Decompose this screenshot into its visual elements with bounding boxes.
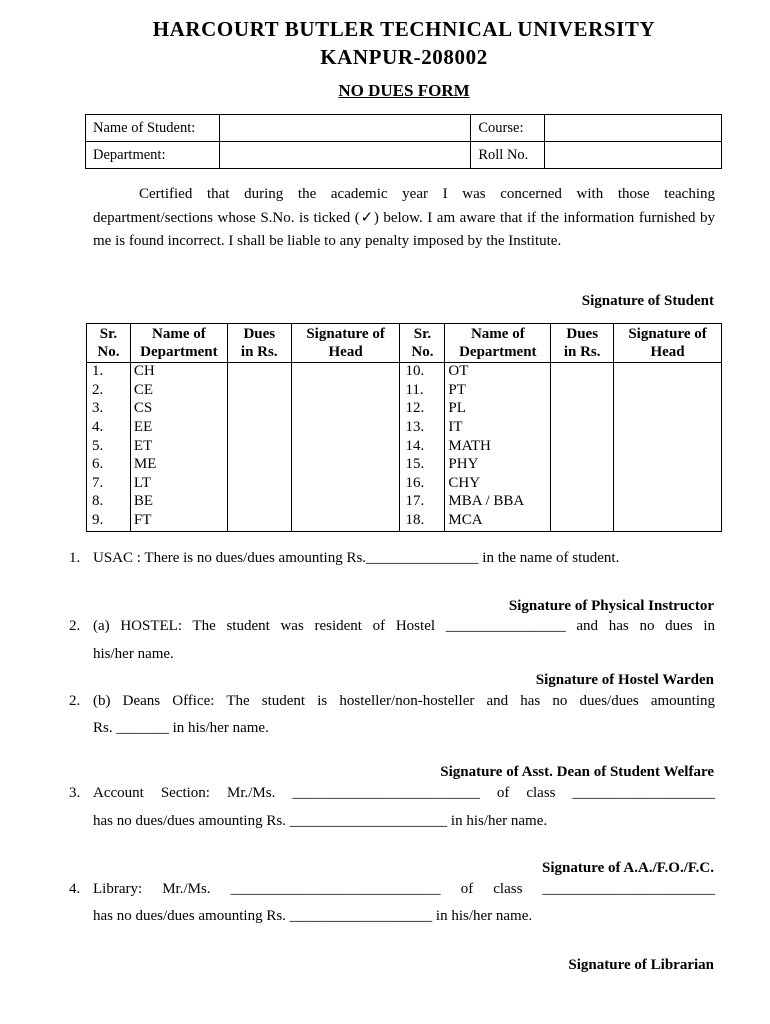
row-number: 17. <box>400 493 445 512</box>
row-number: 11. <box>400 382 445 401</box>
dues-cell[interactable] <box>551 363 614 382</box>
row-number: 15. <box>400 456 445 475</box>
certification-text: Certified that during the academic year I was concerned with those teaching department/sections whose S.No. is ticked (✓) below. I am aware that if the information furnished by me is found incorrect. I shall be liable to any penalty imposed by the Institute. <box>93 186 715 249</box>
department-name: PL <box>445 400 551 419</box>
signature-cell[interactable] <box>291 363 400 382</box>
dues-cell[interactable] <box>227 512 291 531</box>
row-number: 18. <box>400 512 445 531</box>
row-number: 9. <box>87 512 131 531</box>
row-number: 16. <box>400 475 445 494</box>
department-name: EE <box>130 419 227 438</box>
header-sr-no: Sr. No. <box>400 324 445 363</box>
row-number: 5. <box>87 438 131 457</box>
dues-cell[interactable] <box>551 456 614 475</box>
header-dues: Dues in Rs. <box>227 324 291 363</box>
signature-cell[interactable] <box>291 382 400 401</box>
dues-cell[interactable] <box>551 382 614 401</box>
roll-no-field[interactable] <box>545 142 722 169</box>
row-number: 6. <box>87 456 131 475</box>
table-row <box>87 493 722 512</box>
signature-cell[interactable] <box>614 475 722 494</box>
row-number: 1. <box>87 363 131 382</box>
header-signature: Signature of Head <box>291 324 400 363</box>
physical-instructor-signature: Signature of Physical Instructor <box>508 598 714 614</box>
roll-no-label: Roll No. <box>471 142 545 169</box>
row-number: 10. <box>400 363 445 382</box>
library-text-line1: Library: Mr./Ms. ____________________________ of class _______________________ <box>93 881 715 897</box>
table-row <box>87 363 722 382</box>
signature-cell[interactable] <box>291 512 400 531</box>
student-signature: Signature of Student <box>581 293 714 309</box>
dues-cell[interactable] <box>551 438 614 457</box>
signature-cell[interactable] <box>291 493 400 512</box>
row-number: 12. <box>400 400 445 419</box>
signature-cell[interactable] <box>291 475 400 494</box>
department-dues-table <box>86 323 722 532</box>
hostel-warden-signature: Signature of Hostel Warden <box>535 672 714 688</box>
department-name: ME <box>130 456 227 475</box>
hostel-text-line1: (a) HOSTEL: The student was resident of Hostel ________________ and has no dues in <box>93 618 715 634</box>
dues-cell[interactable] <box>551 512 614 531</box>
librarian-signature: Signature of Librarian <box>568 957 714 973</box>
row-number: 2. <box>87 382 131 401</box>
signature-cell[interactable] <box>614 400 722 419</box>
department-name: ET <box>130 438 227 457</box>
signature-cell[interactable] <box>291 438 400 457</box>
department-label: Department: <box>86 142 220 169</box>
dues-cell[interactable] <box>227 456 291 475</box>
university-name: HARCOURT BUTLER TECHNICAL UNIVERSITY <box>152 17 656 41</box>
deans-text-line1: (b) Deans Office: The student is hosteller/non-hosteller and has no dues/dues amounting <box>93 693 715 709</box>
table-row <box>87 400 722 419</box>
header-department: Name of Department <box>445 324 551 363</box>
dues-cell[interactable] <box>227 419 291 438</box>
department-name: CE <box>130 382 227 401</box>
department-name: MCA <box>445 512 551 531</box>
department-name: CHY <box>445 475 551 494</box>
library-text-line2: has no dues/dues amounting Rs. ___________________ in his/her name. <box>93 908 533 924</box>
student-info-table <box>85 114 722 169</box>
signature-cell[interactable] <box>291 456 400 475</box>
department-name: OT <box>445 363 551 382</box>
account-text-line1: Account Section: Mr./Ms. _________________________ of class ___________________ <box>93 785 715 801</box>
asst-dean-signature: Signature of Asst. Dean of Student Welfare <box>440 764 714 780</box>
course-label: Course: <box>471 115 545 142</box>
department-name: CS <box>130 400 227 419</box>
row-number: 8. <box>87 493 131 512</box>
library-number: 4. <box>69 881 81 897</box>
deans-text-line2: Rs. _______ in his/her name. <box>93 720 269 736</box>
signature-cell[interactable] <box>614 512 722 531</box>
usac-number: 1. <box>69 550 81 566</box>
row-number: 14. <box>400 438 445 457</box>
deans-number: 2. <box>69 693 81 709</box>
department-name: PT <box>445 382 551 401</box>
department-name: MBA / BBA <box>445 493 551 512</box>
department-name: BE <box>130 493 227 512</box>
accounts-officer-signature: Signature of A.A./F.O./F.C. <box>542 860 714 876</box>
dues-cell[interactable] <box>227 475 291 494</box>
signature-cell[interactable] <box>614 438 722 457</box>
department-name: MATH <box>445 438 551 457</box>
table-row <box>87 512 722 531</box>
signature-cell[interactable] <box>614 493 722 512</box>
dues-cell[interactable] <box>227 438 291 457</box>
dues-cell[interactable] <box>551 493 614 512</box>
dues-cell[interactable] <box>227 363 291 382</box>
dues-cell[interactable] <box>227 400 291 419</box>
header-signature: Signature of Head <box>614 324 722 363</box>
row-number: 4. <box>87 419 131 438</box>
row-number: 3. <box>87 400 131 419</box>
department-name: PHY <box>445 456 551 475</box>
dues-cell[interactable] <box>227 493 291 512</box>
department-field[interactable] <box>219 142 470 169</box>
row-number: 7. <box>87 475 131 494</box>
table-row <box>87 475 722 494</box>
form-title: NO DUES FORM <box>338 81 470 100</box>
department-name: LT <box>130 475 227 494</box>
department-name: CH <box>130 363 227 382</box>
signature-cell[interactable] <box>291 419 400 438</box>
header-sr-no: Sr. No. <box>87 324 131 363</box>
dues-cell[interactable] <box>227 382 291 401</box>
department-name: IT <box>445 419 551 438</box>
table-row <box>87 456 722 475</box>
signature-cell[interactable] <box>614 382 722 401</box>
signature-cell[interactable] <box>614 363 722 382</box>
table-row <box>87 382 722 401</box>
hostel-number: 2. <box>69 618 81 634</box>
table-row <box>87 419 722 438</box>
signature-cell[interactable] <box>614 419 722 438</box>
usac-text: USAC : There is no dues/dues amounting Rs._______________ in the name of student. <box>93 550 620 566</box>
student-name-field[interactable] <box>219 115 470 142</box>
department-name: FT <box>130 512 227 531</box>
student-name-label: Name of Student: <box>86 115 220 142</box>
signature-cell[interactable] <box>614 456 722 475</box>
account-text-line2: has no dues/dues amounting Rs. _____________________ in his/her name. <box>93 813 548 829</box>
dues-cell[interactable] <box>551 475 614 494</box>
dues-cell[interactable] <box>551 400 614 419</box>
course-field[interactable] <box>545 115 722 142</box>
dues-cell[interactable] <box>551 419 614 438</box>
university-city: KANPUR-208002 <box>320 45 488 69</box>
hostel-text-line2: his/her name. <box>93 646 174 662</box>
header-dues: Dues in Rs. <box>551 324 614 363</box>
row-number: 13. <box>400 419 445 438</box>
table-row <box>87 438 722 457</box>
signature-cell[interactable] <box>291 400 400 419</box>
header-department: Name of Department <box>130 324 227 363</box>
account-number: 3. <box>69 785 81 801</box>
